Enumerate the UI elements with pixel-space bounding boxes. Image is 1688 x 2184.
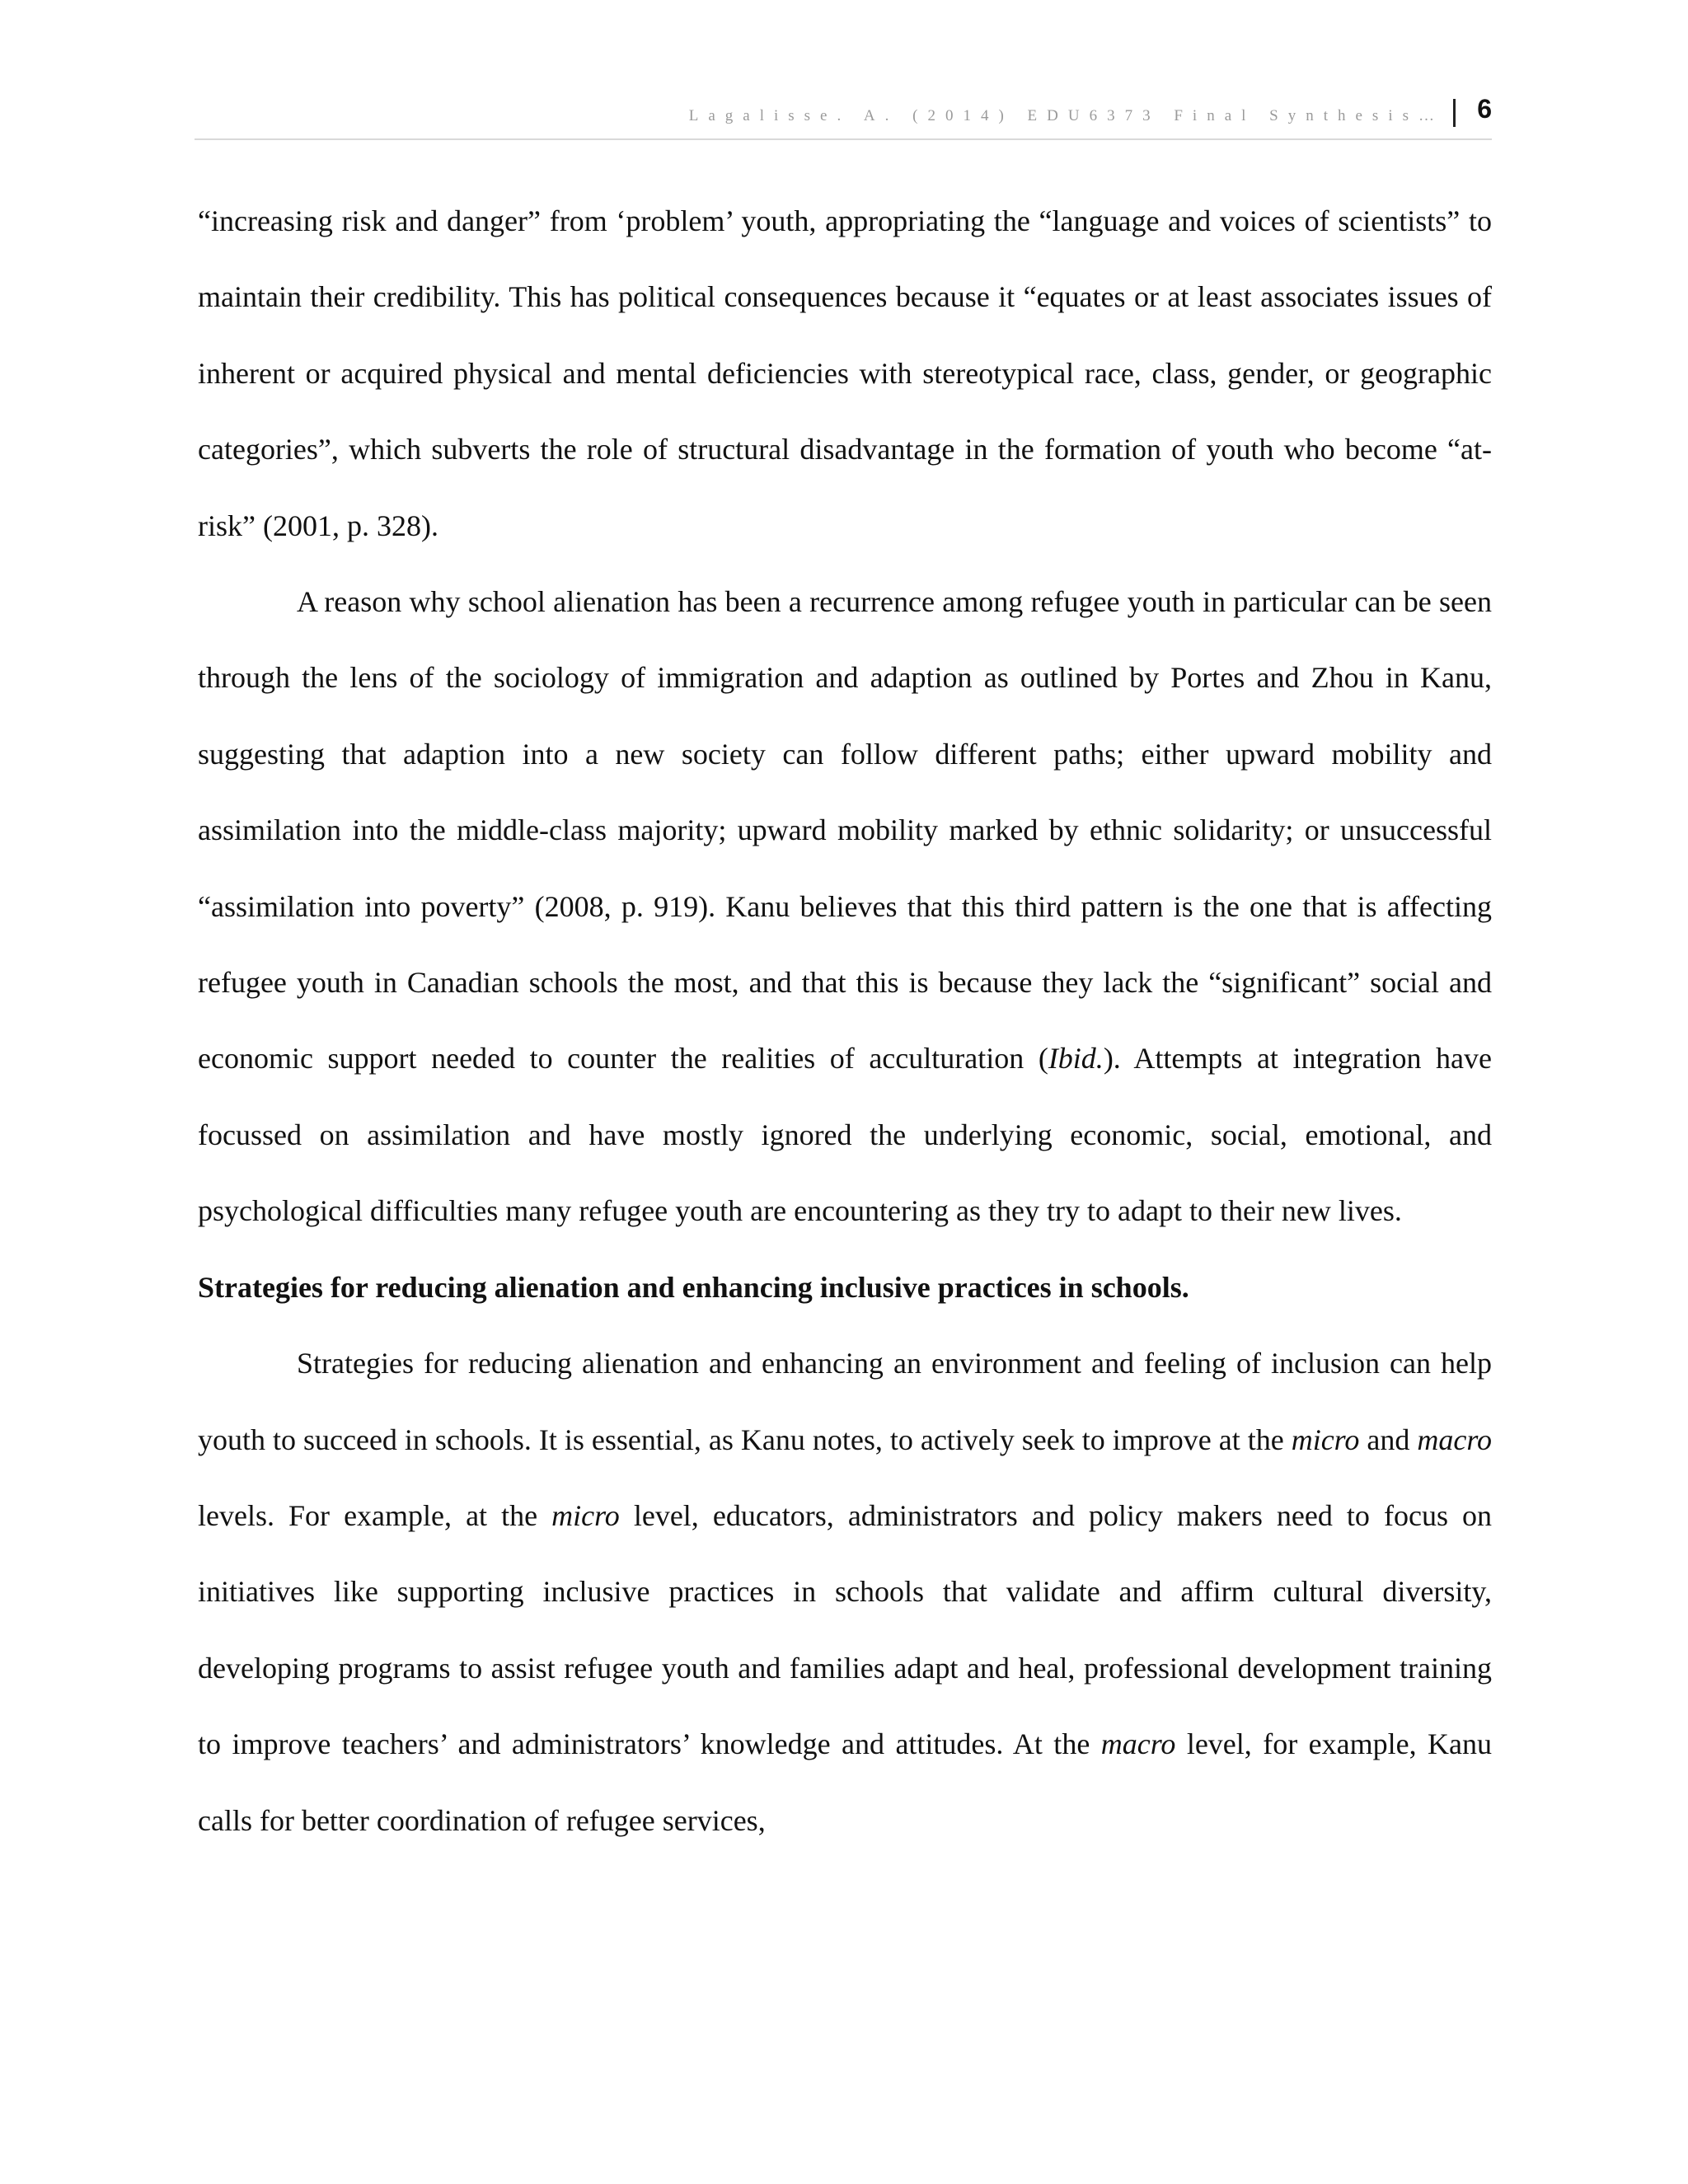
paragraph-3-part-3: levels. For example, at the (198, 1498, 552, 1532)
ibid-citation: Ibid. (1048, 1042, 1104, 1076)
section-heading: Strategies for reducing alienation and enhancing inclusive practices in schools. (198, 1270, 1189, 1304)
macro-term: macro (1417, 1422, 1492, 1456)
paragraph-3-part-1: Strategies for reducing alienation and enhancing an environment and feeling of inclusion can help youth to succeed in schools. It is essential, as Kanu notes, to actively seek to improve at the (198, 1347, 1492, 1456)
document-body (198, 183, 1492, 1858)
running-header (195, 92, 1492, 140)
paragraph-2-part-1: A reason why school alienation has been a recurrence among refugee youth in particular can be seen through the lens of the sociology of immigration and adaption as outlined by Portes and Zhou in Kanu, suggesting that adaption into a new society can follow different paths; either upward mobility and assimilation into the middle-class majority; upward mobility marked by ethnic solidarity; or unsuccessful “assimilation into poverty” (2008, p. 919). Kanu believes that this third pattern is the one that is affecting refugee youth in Canadian schools the most, and that this is because they lack the “significant” social and economic support needed to counter the realities of acculturation ( (198, 585, 1492, 1076)
paragraph-school-alienation (198, 564, 1492, 1249)
micro-term: micro (551, 1498, 620, 1532)
macro-term: macro (1100, 1727, 1176, 1761)
header-separator (1453, 99, 1456, 127)
paragraph-3-part-4: level, educators, administrators and policy makers need to focus on initiatives like supporting inclusive practices in schools that validate and affirm cultural diversity, developing programs to assist refugee youth and families adapt and heal, professional development training to improve teachers’ and administrators’ knowledge and attitudes. At the (198, 1498, 1492, 1761)
micro-term: micro (1291, 1422, 1360, 1456)
paragraph-2-part-2: ). Attempts at integration have focussed on assimilation and have mostly ignored the underlying economic, social, emotional, and psychological difficulties many refugee youth are encountering as they try to adapt to their new lives. (198, 1042, 1492, 1228)
paragraph-continued (198, 183, 1492, 564)
paragraph-strategies (198, 1325, 1492, 1858)
paragraph-1-text: “increasing risk and danger” from ‘problem’ youth, appropriating the “language and voices of scientists” to maintain their credibility. This has political consequences because it “equates or at least associates issues of inherent or acquired physical and mental deficiencies with stereotypical race, class, gender, or geographic categories”, which subverts the role of structural disadvantage in the formation of youth who become “at-risk” (2001, p. 328). (198, 204, 1492, 542)
paragraph-3-part-2: and (1359, 1422, 1418, 1456)
paragraph-3-part-5: level, for example, Kanu calls for better coordination of refugee services, (198, 1727, 1492, 1837)
running-head-text: Lagalisse. A. (2014) EDU6373 Final Synthesis… (688, 107, 1444, 124)
page-number: 6 (1477, 94, 1492, 124)
